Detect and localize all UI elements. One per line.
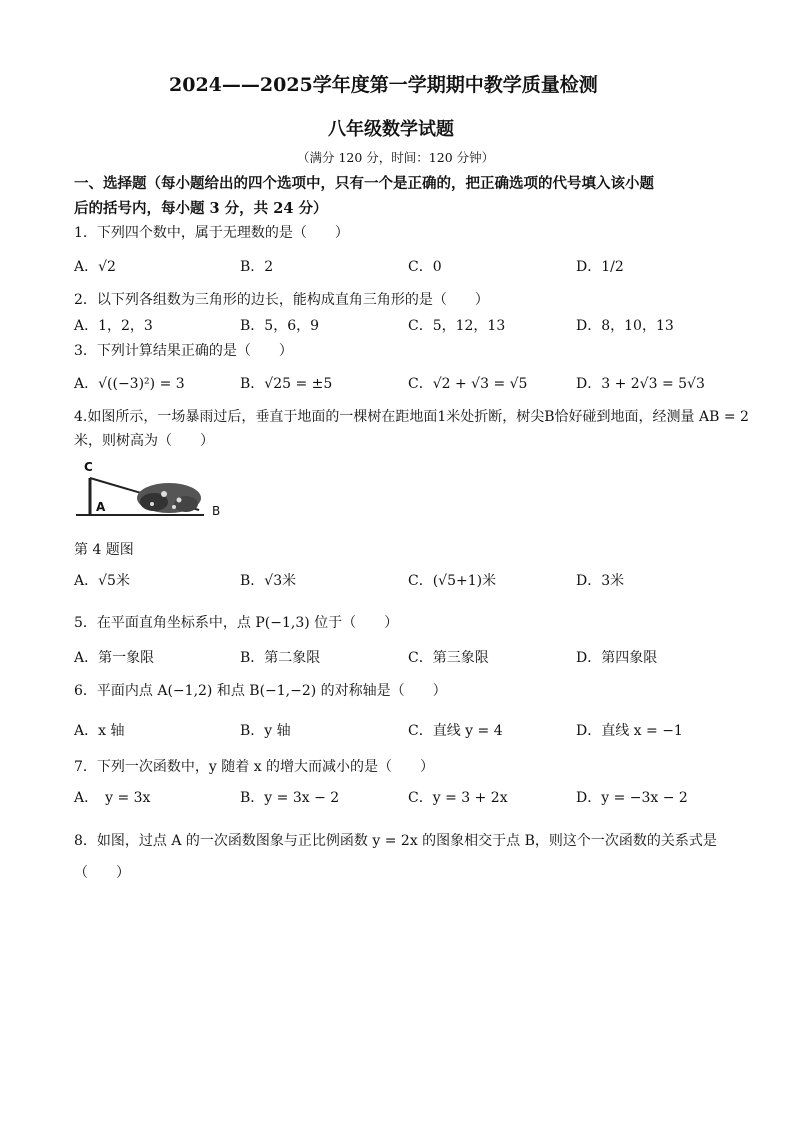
question-4-option-c: C．(√5+1)米 xyxy=(408,573,497,589)
question-3-option-b: B．√25 = ±5 xyxy=(240,376,333,392)
figure-label-a: A xyxy=(96,500,106,514)
question-7-option-d: D．y = −3x − 2 xyxy=(576,790,688,806)
question-3-option-a: A．√((−3)²) = 3 xyxy=(74,376,185,392)
question-4-stem-line2: 米，则树高为（ ） xyxy=(74,433,214,449)
question-3-option-c: C．√2 + √3 = √5 xyxy=(408,376,528,392)
question-1-option-d: D．1/2 xyxy=(576,259,624,275)
question-4-option-b: B．√3米 xyxy=(240,573,297,589)
page-title: 2024——2025学年度第一学期期中教学质量检测 xyxy=(169,74,598,96)
figure-label-c: C xyxy=(84,460,93,474)
question-6-option-a: A．x 轴 xyxy=(74,723,125,739)
question-6-option-b: B．y 轴 xyxy=(240,723,291,739)
question-4-figure xyxy=(74,460,244,522)
section-heading-line2: 后的括号内，每小题 3 分，共 24 分） xyxy=(74,200,328,217)
question-4-figure-caption: 第 4 题图 xyxy=(74,542,134,558)
question-3-stem: 3．下列计算结果正确的是（ ） xyxy=(74,343,293,359)
question-4-stem-line1: 4.如图所示，一场暴雨过后，垂直于地面的一棵树在距地面1米处折断，树尖B恰好碰到地面，经测量 AB = 2 xyxy=(74,409,749,425)
question-2-option-a: A．1，2，3 xyxy=(74,318,153,334)
question-5-option-d: D．第四象限 xyxy=(576,650,658,666)
question-5-option-a: A．第一象限 xyxy=(74,650,155,666)
question-2-option-d: D．8，10，13 xyxy=(576,318,674,334)
question-6-stem: 6．平面内点 A(−1,2) 和点 B(−1,−2) 的对称轴是（ ） xyxy=(74,683,447,699)
question-7-option-c: C．y = 3 + 2x xyxy=(408,790,508,806)
figure-label-b: B xyxy=(212,504,221,518)
question-2-stem: 2．以下列各组数为三角形的边长，能构成直角三角形的是（ ） xyxy=(74,292,489,308)
question-3-option-d: D．3 + 2√3 = 5√3 xyxy=(576,376,705,392)
question-4-option-a: A．√5米 xyxy=(74,573,130,589)
question-7-option-b: B．y = 3x − 2 xyxy=(240,790,340,806)
question-5-option-b: B．第二象限 xyxy=(240,650,321,666)
question-2-option-c: C．5，12，13 xyxy=(408,318,506,334)
question-7-option-a: A． y = 3x xyxy=(74,790,151,806)
question-8-stem-line1: 8．如图，过点 A 的一次函数图象与正比例函数 y = 2x 的图象相交于点 B，则这个一次函数的关系式是 xyxy=(74,833,717,849)
question-1-stem: 1．下列四个数中，属于无理数的是（ ） xyxy=(74,225,349,241)
question-7-stem: 7．下列一次函数中，y 随着 x 的增大而减小的是（ ） xyxy=(74,759,435,775)
question-1-option-b: B．2 xyxy=(240,259,274,275)
page-subtitle: 八年级数学试题 xyxy=(328,119,454,140)
exam-meta: （满分 120 分，时间：120 分钟） xyxy=(297,150,495,165)
question-5-stem: 5．在平面直角坐标系中，点 P(−1,3) 位于（ ） xyxy=(74,615,399,631)
question-5-option-c: C．第三象限 xyxy=(408,650,489,666)
section-heading-line1: 一、选择题（每小题给出的四个选项中，只有一个是正确的，把正确选项的代号填入该小题 xyxy=(74,175,654,192)
question-2-option-b: B．5，6，9 xyxy=(240,318,320,334)
question-8-stem-line2: （ ） xyxy=(74,865,130,881)
question-6-option-d: D．直线 x = −1 xyxy=(576,723,683,739)
question-6-option-c: C．直线 y = 4 xyxy=(408,723,503,739)
question-4-option-d: D．3米 xyxy=(576,573,625,589)
question-1-option-c: C．0 xyxy=(408,259,442,275)
question-1-option-a: A．√2 xyxy=(74,259,116,275)
